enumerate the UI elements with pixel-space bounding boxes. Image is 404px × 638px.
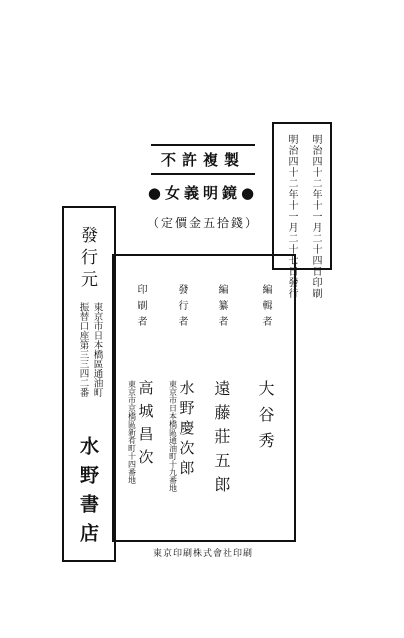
copyright-line	[118, 144, 288, 175]
credit-name: 遠藤莊五郎	[212, 380, 231, 500]
credit-role: 編輯者	[260, 284, 271, 332]
credit-name: 高城昌次	[136, 380, 155, 472]
price: （定價金五拾錢）	[146, 216, 259, 230]
credits-box	[112, 254, 296, 542]
credit-column	[204, 284, 238, 500]
credit-address: 東京市京橋區新肴町十四番地	[127, 380, 137, 484]
credit-column	[122, 284, 158, 484]
credit-role: 發行者	[176, 284, 187, 332]
print-date: 明治四十二年十一月二十四日印刷	[310, 134, 321, 299]
publisher-label: 發行元	[77, 226, 97, 292]
publish-date: 明治四十二年十一月二十七日發行	[286, 134, 297, 299]
publisher-account: 振替口座第三三四二番	[77, 302, 89, 397]
book-title: ●女義明鏡●	[147, 184, 259, 202]
credit-role: 編纂者	[216, 284, 227, 332]
credit-role: 印刷者	[135, 284, 146, 332]
printer-credit: 東京印刷株式會社印刷	[152, 549, 253, 559]
credit-name: 大谷秀	[256, 380, 275, 458]
credit-address: 東京市日本橋區通油町十九番地	[168, 380, 178, 492]
copyright-notice: 不許複製	[151, 144, 255, 175]
publisher-name: 水野書店	[77, 436, 99, 552]
credit-column	[164, 284, 198, 492]
publisher-box	[62, 206, 116, 562]
credit-column	[250, 284, 280, 458]
credit-name: 水野慶次郎	[177, 380, 196, 480]
publisher-address: 東京市日本橋區通油町	[91, 302, 103, 397]
